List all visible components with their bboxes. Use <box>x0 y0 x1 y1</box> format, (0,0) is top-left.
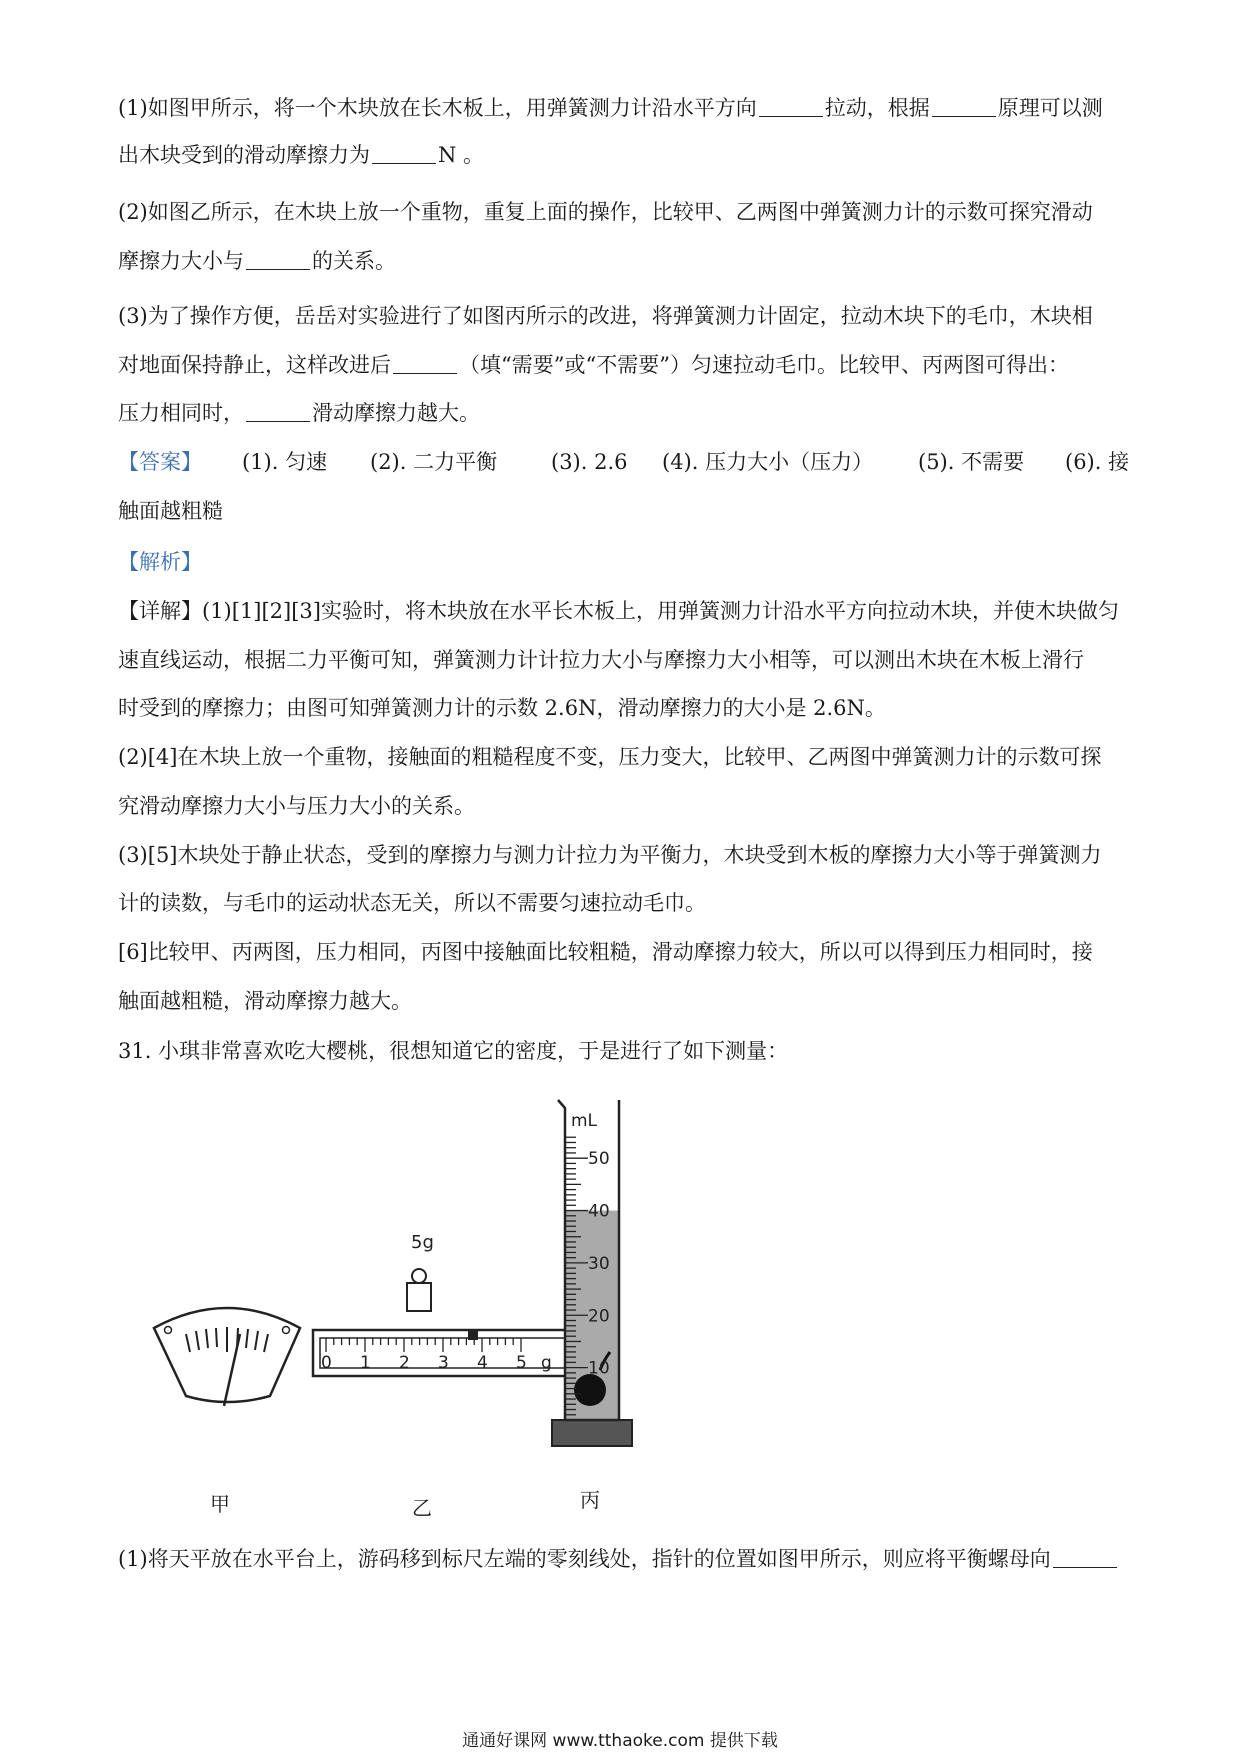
q30-part3-line3 <box>118 398 1128 428</box>
figure-label-bing: 丙 <box>580 1488 600 1512</box>
answer-blank-7 <box>1053 1547 1117 1568</box>
answer-item: (2). 二力平衡 <box>370 450 498 474</box>
q30-text: 压力相同时， <box>118 401 244 425</box>
answer-blank-2 <box>932 96 996 117</box>
ruler-tick-label: 2 <box>399 1353 410 1373</box>
q30-part1-line1 <box>118 93 1128 123</box>
q30-part3-line1 <box>118 301 1128 331</box>
measuring-cylinder <box>552 1100 632 1446</box>
analysis-line: 究滑动摩擦力大小与压力大小的关系。 <box>118 794 475 818</box>
cylinder-tick-label: 50 <box>588 1149 610 1170</box>
answer-blank-6 <box>246 401 310 422</box>
analysis-line: 计的读数，与毛巾的运动状态无关，所以不需要匀速拉动毛巾。 <box>118 891 706 915</box>
cylinder-tick-label: 40 <box>588 1201 610 1222</box>
cylinder-tick-label: 10 <box>588 1358 610 1379</box>
ruler-rider <box>468 1331 478 1340</box>
ruler-tick-label: 5 <box>516 1353 527 1373</box>
q31-figure <box>140 1090 740 1520</box>
balance-pointer-scale <box>154 1308 300 1406</box>
answer-continuation: 触面越粗糙 <box>118 499 223 523</box>
q30-text: （填“需要”或“不需要”）匀速拉动毛巾。比较甲、丙两图可得出： <box>459 353 1069 377</box>
q30-text: N 。 <box>438 143 485 167</box>
q30-text: (1)如图甲所示，将一个木块放在长木板上，用弹簧测力计沿水平方向 <box>118 96 757 120</box>
q30-text: 原理可以测 <box>997 96 1103 120</box>
analysis-line: [6]比较甲、丙两图，压力相同，丙图中接触面比较粗糙，滑动摩擦力较大，所以可以得到压力相同时，接 <box>118 940 1093 964</box>
q31-part1 <box>118 1544 1128 1574</box>
q30-text: 出木块受到的滑动摩擦力为 <box>118 143 370 167</box>
ruler-tick-label: 0 <box>321 1353 332 1373</box>
q30-text: (2)如图乙所示，在木块上放一个重物，重复上面的操作，比较甲、乙两图中弹簧测力计的示数可探究滑动 <box>118 200 1093 224</box>
answer-item: (6). 接 <box>1065 450 1130 474</box>
weight-5g <box>407 1232 434 1311</box>
answer-label: 【答案】 <box>118 450 202 474</box>
analysis-line: (2)[4]在木块上放一个重物，接触面的粗糙程度不变，压力变大，比较甲、乙两图中弹簧测力计的示数可探 <box>118 745 1102 769</box>
figure-label-yi: 乙 <box>412 1496 432 1520</box>
answer-blank-3 <box>372 143 436 164</box>
cylinder-tick-label: 30 <box>588 1253 610 1274</box>
answer-item: (3). 2.6 <box>551 450 628 474</box>
weight-label: 5g <box>411 1232 434 1253</box>
cylinder-base <box>552 1420 632 1446</box>
cylinder-unit: mL <box>571 1111 598 1131</box>
q30-part2-line2 <box>118 246 1128 276</box>
q30-text: (3)为了操作方便，岳岳对实验进行了如图丙所示的改进，将弹簧测力计固定，拉动木块下的毛巾，木块相 <box>118 304 1093 328</box>
answer-blank-1 <box>759 96 823 117</box>
q30-text: 对地面保持静止，这样改进后 <box>118 353 391 377</box>
balance-figure-svg <box>140 1090 740 1520</box>
cylinder-tick-label: 20 <box>588 1306 610 1327</box>
answer-item: (5). 不需要 <box>918 450 1025 474</box>
ruler-tick-label: 1 <box>360 1353 371 1373</box>
q31-title: 31. 小琪非常喜欢吃大樱桃，很想知道它的密度，于是进行了如下测量： <box>118 1039 789 1063</box>
rider-ruler <box>313 1330 573 1376</box>
analysis-label: 【解析】 <box>118 550 202 574</box>
page-footer: 通通好课网 www.tthaoke.com 提供下载 <box>462 1731 778 1751</box>
q30-text: 拉动，根据 <box>824 96 930 120</box>
q30-text: 摩擦力大小与 <box>118 249 244 273</box>
q31-text: (1)将天平放在水平台上，游码移到标尺左端的零刻线处，指针的位置如图甲所示，则应将平衡螺母向 <box>118 1547 1051 1571</box>
answer-item: (4). 压力大小（压力） <box>662 450 874 474</box>
q30-part3-line2 <box>118 350 1128 380</box>
figure-label-jia: 甲 <box>210 1492 230 1516</box>
answer-item: (1). 匀速 <box>242 450 328 474</box>
q30-part1-line2 <box>118 140 1128 170</box>
cherry <box>574 1374 606 1406</box>
analysis-line: (3)[5]木块处于静止状态，受到的摩擦力与测力计拉力为平衡力，木块受到木板的摩擦力大小等于弹簧测力 <box>118 843 1102 867</box>
analysis-line: 速直线运动，根据二力平衡可知，弹簧测力计计拉力大小与摩擦力大小相等，可以测出木块在木板上滑行 <box>118 648 1084 672</box>
ruler-tick-label: 3 <box>438 1353 449 1373</box>
ruler-tick-label: g <box>541 1353 552 1373</box>
analysis-line: 时受到的摩擦力；由图可知弹簧测力计的示数 2.6N，滑动摩擦力的大小是 2.6N。 <box>118 696 886 720</box>
q30-part2-line1 <box>118 197 1128 227</box>
q30-text: 的关系。 <box>312 249 396 273</box>
ruler-tick-label: 4 <box>477 1353 488 1373</box>
q30-text: 滑动摩擦力越大。 <box>312 401 480 425</box>
answer-blank-5 <box>393 353 457 374</box>
analysis-line: 【详解】(1)[1][2][3]实验时，将木块放在水平长木板上，用弹簧测力计沿水平方向拉动木块，并使木块做匀 <box>118 599 1119 623</box>
analysis-line: 触面越粗糙，滑动摩擦力越大。 <box>118 989 412 1013</box>
answer-blank-4 <box>246 249 310 270</box>
